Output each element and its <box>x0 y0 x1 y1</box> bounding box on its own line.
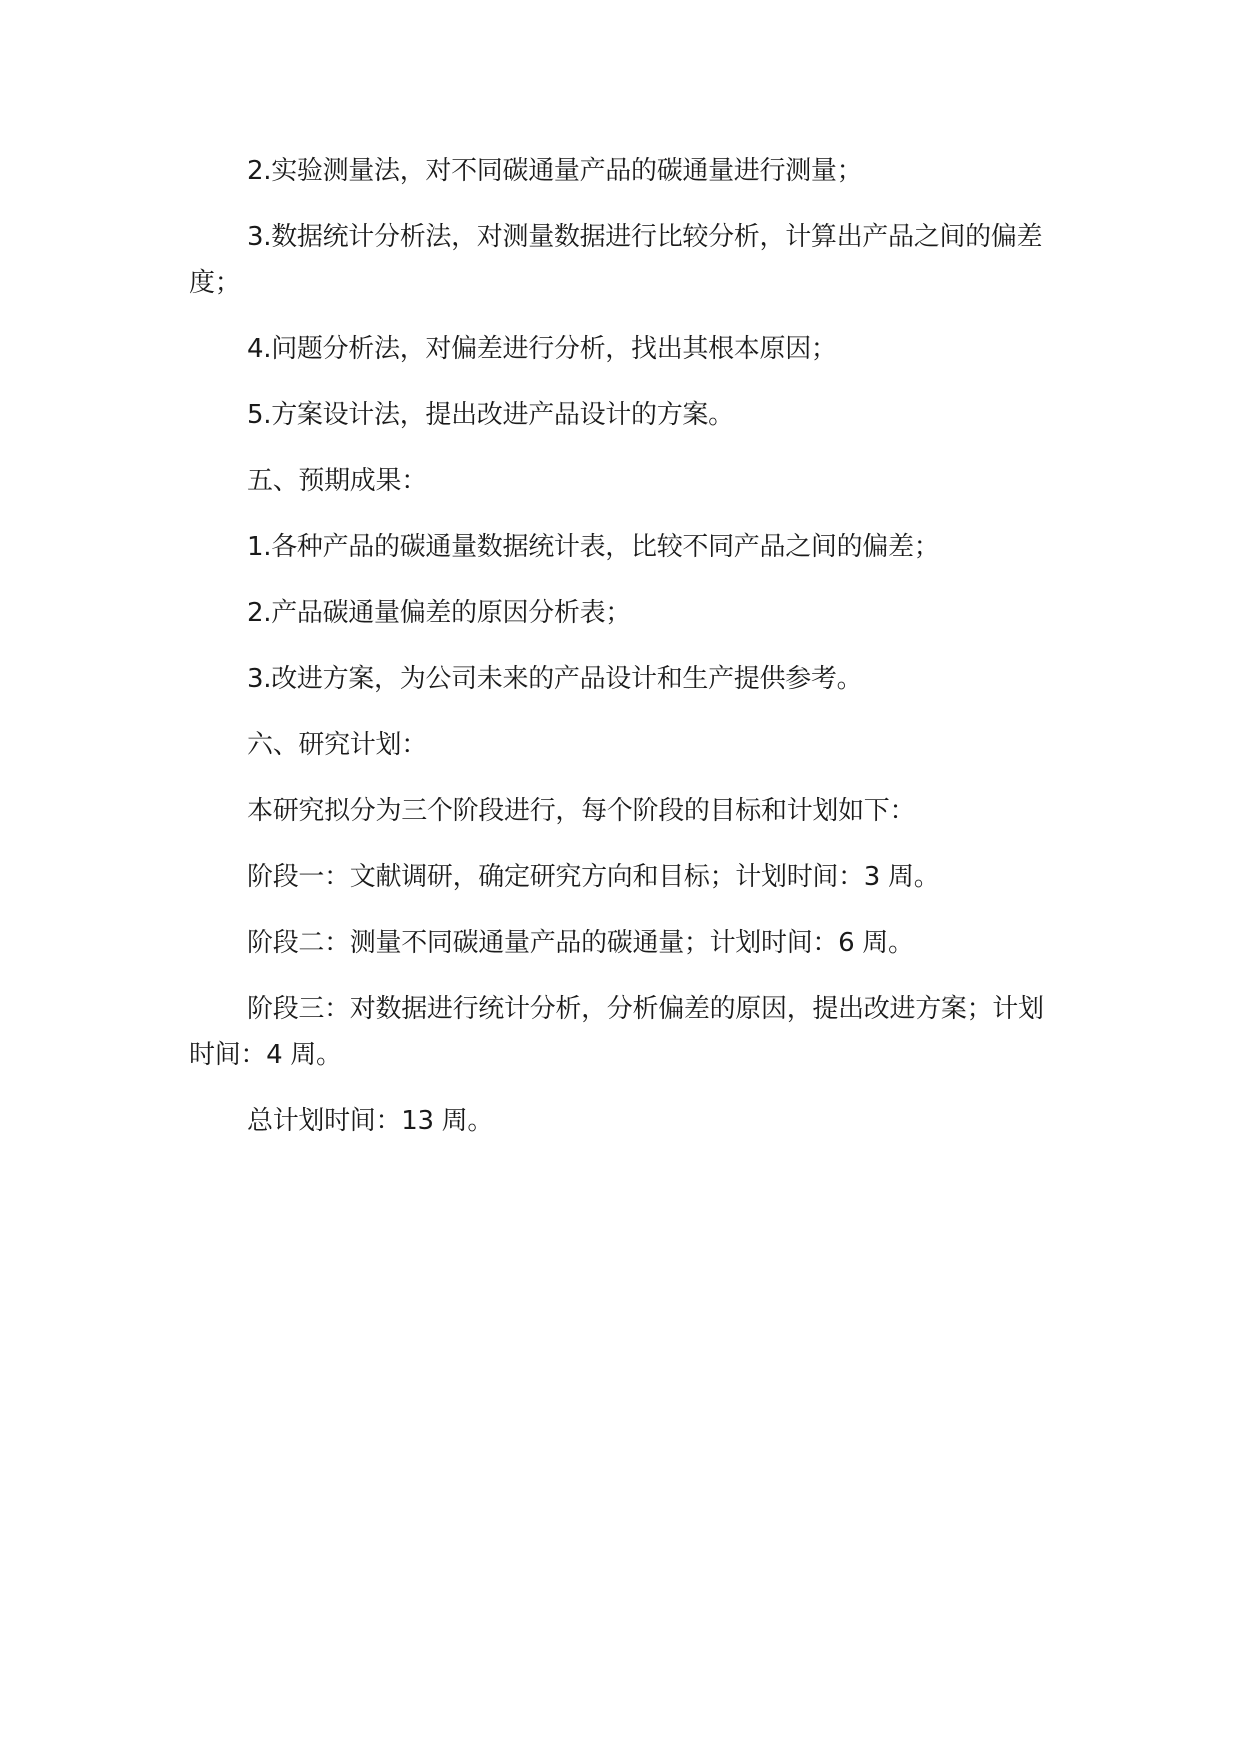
paragraph-result-3: 3.改进方案，为公司未来的产品设计和生产提供参考。 <box>247 664 863 694</box>
paragraph-result-1: 1.各种产品的碳通量数据统计表，比较不同产品之间的偏差； <box>247 532 940 562</box>
paragraph-stage-2: 阶段二：测量不同碳通量产品的碳通量；计划时间：6 周。 <box>247 928 914 958</box>
paragraph-method-5: 5.方案设计法，提出改进产品设计的方案。 <box>247 400 734 430</box>
paragraph-result-2: 2.产品碳通量偏差的原因分析表； <box>247 598 632 628</box>
paragraph-total-time: 总计划时间：13 周。 <box>247 1106 494 1136</box>
paragraph-method-2: 2.实验测量法，对不同碳通量产品的碳通量进行测量； <box>247 156 863 186</box>
paragraph-stage-3: 阶段三：对数据进行统计分析，分析偏差的原因，提出改进方案；计划时间：4 周。 <box>189 994 1044 1070</box>
paragraph-plan-intro: 本研究拟分为三个阶段进行，每个阶段的目标和计划如下： <box>247 796 916 826</box>
section-heading-expected-results: 五、预期成果： <box>247 466 427 496</box>
paragraph-method-4: 4.问题分析法，对偏差进行分析，找出其根本原因； <box>247 334 837 364</box>
section-heading-research-plan: 六、研究计划： <box>247 730 427 760</box>
paragraph-method-3: 3.数据统计分析法，对测量数据进行比较分析，计算出产品之间的偏差度； <box>189 222 1043 298</box>
paragraph-stage-1: 阶段一：文献调研，确定研究方向和目标；计划时间：3 周。 <box>247 862 940 892</box>
